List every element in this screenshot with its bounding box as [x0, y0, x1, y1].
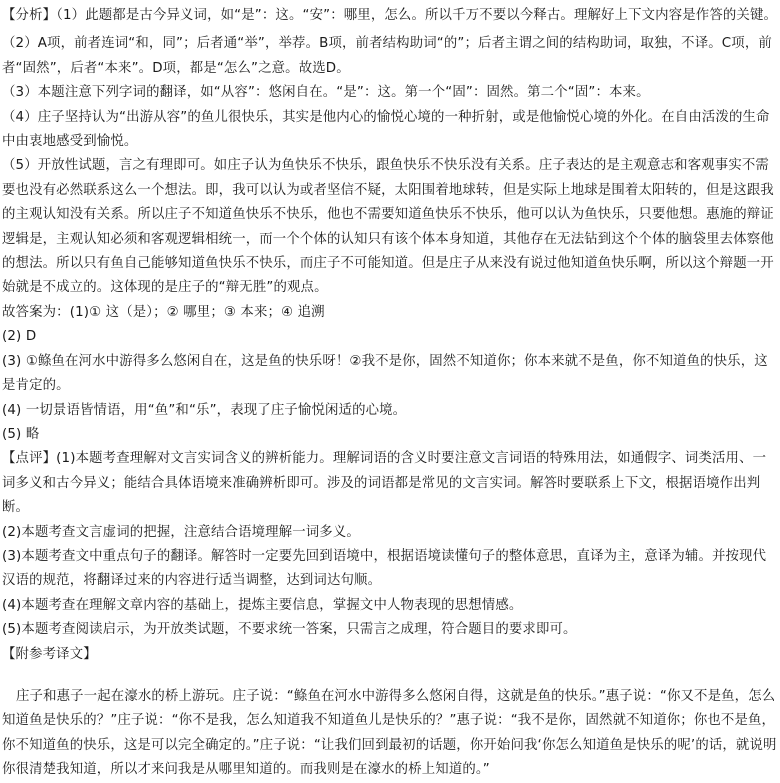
comment-paragraph-1: 【点评】(1)本题考查理解对文言实词含义的辨析能力。理解词语的含义时要注意文言词语的特殊用法，如通假字、词类活用、一词多义和古今异义；能结合具体语境来准确辨析即可。涉及的词语都是常见的文言实词。解答时要联系上下文，根据语境作出判断。: [2, 451, 767, 516]
analysis-paragraph-3: （3）本题注意下列字词的翻译，如“从容”：悠闲自在。“是”：这。第一个“固”：固然。第二个“固”：本来。: [2, 85, 650, 101]
comments-section: [2, 447, 778, 642]
translation-body: 庄子和惠子一起在濠水的桥上游玩。庄子说：“鲦鱼在河水中游得多么悠闲自得，这就是鱼的快乐。”惠子说：“你又不是鱼，怎么知道鱼是快乐的？”庄子说：“你不是我，怎么知道我不知道鱼儿是快乐的？”惠子说：“我不是你，固然就不知道你；你也不是鱼，你不知道鱼的快乐，这是可以完全确定的。”庄子说：“让我们回到最初的话题，你开始问我‘你怎么知道鱼是快乐的呢’的话，就说明你很清楚我知道，所以才来问我是从哪里知道的。而我则是在濠水的桥上知道的。”: [2, 688, 777, 778]
comment-paragraph-2: (2)本题考查文言虚词的把握，注意结合语境理解一词多义。: [2, 524, 360, 540]
comment-paragraph-5: (5)本题考查阅读启示，为开放类试题，不要求统一答案，只需言之成理，符合题目的要求即可。: [2, 622, 577, 638]
analysis-section: [2, 4, 778, 301]
answer-line-4: (4) 一切景语皆情语，用“鱼”和“乐”，表现了庄子愉悦闲适的心境。: [2, 402, 407, 418]
analysis-paragraph-5: （5）开放性试题，言之有理即可。如庄子认为鱼快乐不快乐，跟鱼快乐不快乐没有关系。庄子表达的是主观意志和客观事实不需要也没有必然联系这么一个想法。即，我可以认为或者坚信不疑，太阳围着地球转，但是实际上地球是围着太阳转的，但是这跟我的主观认知没有关系。所以庄子不知道鱼快乐不快乐，他也不需要知道鱼快乐不快乐，他可以认为鱼快乐，只要他想。惠施的辩证逻辑是，主观认知必须和客观逻辑相统一，而一个个体的认知只有该个体本身知道，其他存在无法钻到这个个体的脑袋里去体察他的想法。所以只有鱼自己能够知道鱼快乐不快乐，而庄子不可能知道。但是庄子从来没有说过他知道鱼快乐啊，所以这个辩题一开始就是不成立的。这体现的是庄子的“辩无胜”的观点。: [2, 158, 774, 296]
answer-line-5: (5) 略: [2, 426, 40, 442]
comment-paragraph-4: (4)本题考查在理解文章内容的基础上，提炼主要信息，掌握文中人物表现的思想情感。: [2, 597, 523, 613]
answer-line-2: (2) D: [2, 329, 37, 345]
translation-heading: 【附参考译文】: [2, 646, 97, 662]
translation-section: [2, 643, 778, 783]
analysis-paragraph-1: 【分析】（1）此题都是古今异义词，如“是”：这。“安”：哪里，怎么。所以千万不要以今释古。理解好上下文内容是作答的关键。: [2, 8, 778, 23]
answer-line-1: 故答案为：(1)① 这（是）；② 哪里；③ 本来；④ 追溯: [2, 304, 325, 320]
comment-paragraph-3: (3)本题考查文中重点句子的翻译。解答时一定要先回到语境中，根据语境读懂句子的整体意思，直译为主，意译为辅。并按现代汉语的规范，将翻译过来的内容进行适当调整，达到词达句顺。: [2, 548, 767, 589]
answer-line-3: (3) ①鲦鱼在河水中游得多么悠闲自在，这是鱼的快乐呀！②我不是你，固然不知道你；你本来就不是鱼，你不知道鱼的快乐，这是肯定的。: [2, 353, 768, 394]
analysis-paragraph-4: （4）庄子坚持认为“出游从容”的鱼儿很快乐，其实是他内心的愉悦心境的一种折射，或是他愉悦心境的外化。在自由活泼的生命中由衷地感受到愉悦。: [2, 109, 770, 150]
section-spacer: [2, 667, 778, 685]
answers-section: [2, 301, 778, 447]
analysis-paragraph-2: （2）A项，前者连词“和，同”；后者通“举”，举荐。B项，前者结构助词“的”；后者主谓之间的结构助词，取独，不译。C项，前者“固然”，后者“本来”。D项，都是“怎么”之意。故选D。: [2, 36, 772, 76]
